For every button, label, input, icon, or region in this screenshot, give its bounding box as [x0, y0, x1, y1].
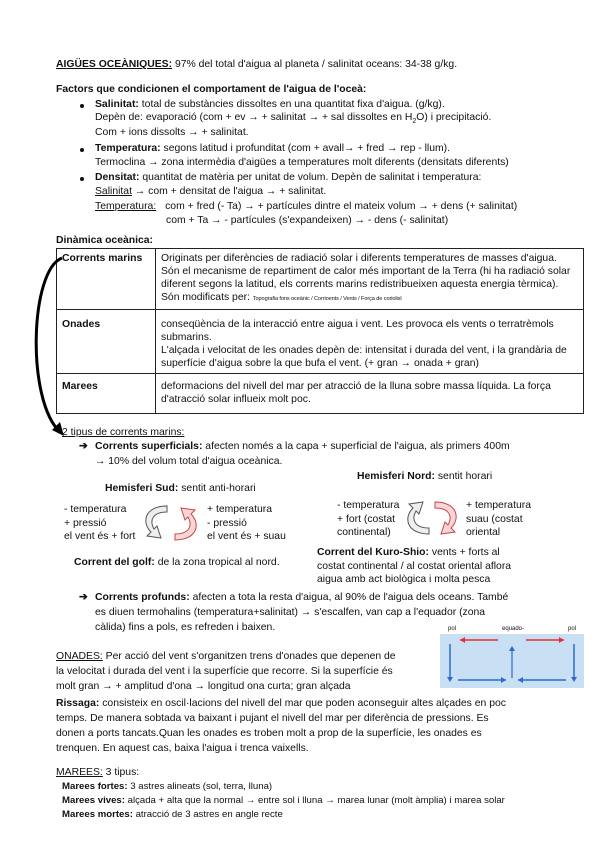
title-text: 97% del total d'aigua al planeta / salinitat oceans: 34-38 g/kg. — [174, 59, 458, 70]
ocean-section-graphic — [440, 634, 584, 688]
onades-line2: la velocitat i durada del vent i la superfície que recorre. Si la superfície és — [56, 666, 393, 677]
curved-arrow-icon — [30, 250, 70, 440]
table-cell-text: conseqüència de la interacció entre aigua i vent. Les provoca els vents o terratrèmols submarins. L'alçada i velocitat de les onades depèn de: intensitat i durada del vent, i la grandària de superfície d'aigua sobre la que bufa el vent. (+ gran → onada + gran) — [156, 310, 584, 374]
salinitat-line2: Depèn de: evaporació (com + ev → + salinitat → + sal dissoltes en $H_2O$) i precipitació. — [95, 112, 492, 126]
densitat-temperatura2: com + Ta → - partícules (s'expandeixen) → - dens (- salinitat) — [166, 215, 449, 226]
superficials-line2: → 10% del volum total d'aigua oceànica. — [95, 456, 283, 467]
anticlockwise-cycle-icon — [137, 500, 205, 546]
bullet-icon — [80, 177, 84, 181]
table-cell-text: deformacions del nivell del mar per atracció de la lluna sobre massa líquida. La força d'atracció solar influeix molt poc. — [156, 374, 584, 414]
table-cell-name: Marees — [57, 374, 156, 414]
thermohaline-diagram — [440, 628, 584, 688]
profunds-line: Corrents profunds: afecten a tota la resta d'aigua, al 90% de l'aigua dels oceans. També — [95, 592, 509, 603]
diagram-equador: equado- — [502, 626, 525, 632]
diagram-pol-right: pol — [568, 626, 577, 632]
nord-left: - temperatura + fort (costat continental) — [337, 500, 400, 538]
table-row — [57, 249, 584, 310]
table-cell-name: Onades — [57, 310, 156, 374]
rissaga-line2: temps. De manera sobtada va baixant i pujant el nivell del mar per diferència de pressions. Es — [56, 713, 489, 724]
rissaga-line1: Rissaga: consisteix en oscil·lacions del nivell del mar que poden aconseguir altes alçades en poc — [56, 698, 506, 709]
clockwise-cycle-icon — [401, 496, 465, 540]
rissaga-line3: donen a ports tancats.Quan les onades es troben molt a prop de la superfície, les onades es — [56, 728, 482, 739]
dinamica-table — [56, 248, 584, 414]
densitat-salinitat: Salinitat → com + densitat de l'aigua → + salinitat. — [95, 186, 327, 197]
profunds-line2: es diuen termohalins (temperatura+salinitat) → s'escalfen, van cap a l'equador (zona — [95, 607, 486, 618]
dinamica-heading: Dinàmica oceànica: — [56, 235, 154, 246]
page-title — [56, 58, 457, 71]
sud-caption: Corrent del golf: de la zona tropical al nord. — [74, 557, 280, 568]
densitat-temperatura: Temperatura: com + fred (- Ta) → + partícules dintre el mateix volum → + dens (+ salinitat) — [95, 201, 518, 212]
temperatura-line: Temperatura: segons latitud i profunditat (com + avall→ + fred → rep - llum). — [95, 143, 450, 154]
marees-vives: Marees vives: alçada + alta que la normal → entre sol i lluna → marea lunar (molt àmplia) i marea solar — [62, 795, 505, 806]
table-cell-text: Originats per diferències de radiació solar i diferents temperatures de masses d'aigua. Són el mecanisme de repartiment de calor més important de la Terra (hi ha radiació solar diferent segons la latitud, els corrents marins redistribueixen aquesta energia tèrmica). Són modificats per: Topografia fons oceànic / Corrioents / Vents / Força de coriolisl — [156, 249, 584, 310]
marees-heading: MAREES: 3 tipus: — [56, 767, 140, 778]
title-heading: AIGÜES OCEÀNIQUES: — [56, 59, 173, 70]
rissaga-line4: trenquen. En aquest cas, baixa l'aigua i trenca vaixells. — [56, 743, 309, 754]
table-cell-name: Corrents marins — [57, 249, 156, 310]
arrow-right-icon: ➔ — [79, 441, 88, 452]
nord-title: Hemisferi Nord: sentit horari — [357, 471, 493, 482]
nord-right: + temperatura suau (costat oriental — [466, 500, 531, 538]
profunds-line3: càlida) fins a pols, es refreden i baixen. — [95, 622, 276, 633]
onades-line3: molt gran → + amplitud d'ona → longitud ona curta; gran alçada — [56, 681, 351, 692]
salinitat-line: Salinitat: total de substàncies dissoltes en una quantitat fixa d'aigua. (g/kg). — [95, 99, 445, 110]
sud-left: - temperatura + pressió el vent és + fort — [64, 504, 136, 542]
sud-title: Hemisferi Sud: sentit anti-horari — [105, 483, 256, 494]
onades-line1: ONADES: Per acció del vent s'organitzen trens d'onades que depenen de — [56, 651, 396, 662]
marees-fortes: Marees fortes: 3 astres alineats (sol, terra, lluna) — [62, 781, 273, 792]
marees-mortes: Marees mortes: atracció de 3 astres en angle recte — [62, 809, 283, 820]
factors-heading: Factors que condicionen el comportament de l'aigua de l'oceà: — [56, 84, 367, 95]
superficials-line: Corrents superficials: afecten només a la capa + superficial de l'aigua, als primers 400m — [95, 441, 510, 452]
table-row — [57, 310, 584, 374]
salinitat-line3: Com + ions dissolts → + salinitat. — [95, 127, 249, 138]
sud-right: + temperatura - pressió el vent és + suau — [207, 504, 286, 542]
temperatura-line2: Termoclina → zona intermèdia d'aigües a temperatures molt diferents (densitats diferents) — [95, 157, 509, 168]
tipus-heading: 2 tipus de corrents marins: — [62, 427, 185, 438]
diagram-pol-left: pol — [448, 626, 457, 632]
arrow-right-icon: ➔ — [79, 592, 88, 603]
bullet-icon — [80, 148, 84, 152]
densitat-line: Densitat: quantitat de matèria per unitat de volum. Depèn de salinitat i temperatura: — [95, 172, 482, 183]
bullet-icon — [80, 104, 84, 108]
table-row — [57, 374, 584, 414]
nord-caption: Corrent del Kuro-Shio: vents + forts al costat continental / al costat oriental aflora aigua amb act biològica i molta pesca — [317, 547, 512, 585]
